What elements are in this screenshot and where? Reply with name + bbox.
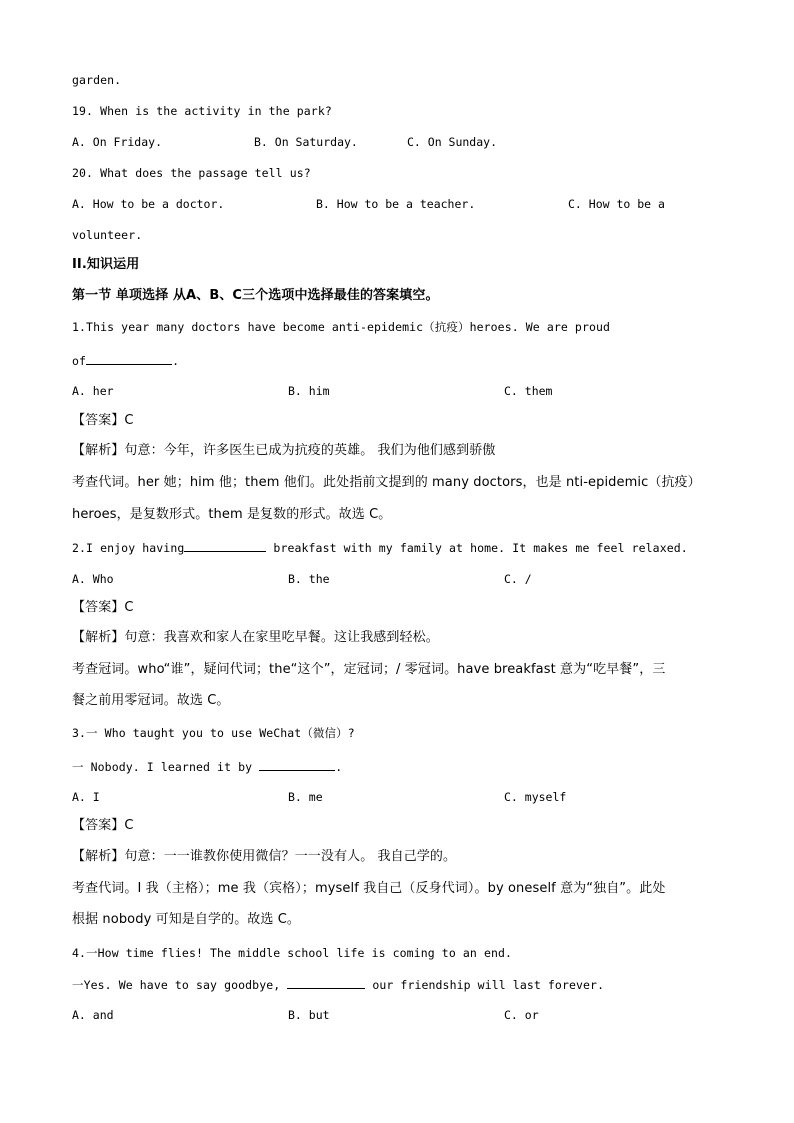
option-b: B. On Saturday. — [254, 135, 358, 149]
option-c: C. / — [504, 572, 532, 586]
question-3-prefix: 一 Nobody. I learned it by — [72, 760, 260, 774]
question-1-line2 — [72, 352, 179, 369]
analysis-text: 【解析】句意：一一谁教你使用微信？一一没有人。 我自己学的。 — [72, 849, 457, 864]
question-3-line2 — [72, 758, 342, 775]
option-a: A. I — [72, 790, 100, 804]
answer-blank — [287, 976, 365, 989]
option-b: B. me — [288, 790, 323, 804]
question-2-prefix: 2.I enjoy having — [72, 541, 185, 555]
analysis-text: 考查代词。I 我（主格）；me 我（宾格）；myself 我自己（反身代词）。by oneself 意为“独自”。此处 — [72, 881, 666, 896]
analysis-text: 【解析】句意：我喜欢和家人在家里吃早餐。这让我感到轻松。 — [72, 630, 439, 645]
option-c: C. How to be a — [568, 197, 665, 211]
question-1-suffix: . — [172, 354, 180, 368]
answer-blank — [184, 539, 266, 552]
option-c-continued: volunteer. — [72, 228, 143, 242]
question-3: 3.一 Who taught you to use WeChat（微信）? — [72, 726, 355, 740]
option-a: A. Who — [72, 572, 114, 586]
option-a: A. and — [72, 1008, 114, 1022]
option-c: C. them — [504, 384, 553, 398]
answer-label: 【答案】C — [72, 600, 134, 615]
answer-label: 【答案】C — [72, 818, 134, 833]
question-20: 20. What does the passage tell us? — [72, 166, 311, 180]
option-c: C. or — [504, 1008, 539, 1022]
option-b: B. but — [288, 1008, 330, 1022]
option-c: C. On Sunday. — [407, 135, 498, 149]
analysis-text: heroes，是复数形式。them 是复数的形式。故选 C。 — [72, 507, 392, 522]
analysis-text: 考查代词。her 她；him 他；them 他们。此处指前文提到的 many doctors，也是 nti-epidemic（抗疫） — [72, 475, 701, 490]
question-4-suffix: our friendship will last forever. — [365, 978, 605, 992]
analysis-text: 餐之前用零冠词。故选 C。 — [72, 693, 230, 708]
question-4: 4.一How time flies! The middle school life is coming to an end. — [72, 946, 513, 960]
option-b: B. the — [288, 572, 330, 586]
question-4-prefix: 一Yes. We have to say goodbye, — [72, 978, 288, 992]
option-b: B. How to be a teacher. — [316, 197, 476, 211]
section-title: II.知识运用 — [72, 257, 140, 272]
analysis-text: 考查冠词。who“谁”，疑问代词；the“这个”，定冠词；/ 零冠词。have breakfast 意为“吃早餐”，三 — [72, 662, 666, 677]
question-19: 19. When is the activity in the park? — [72, 104, 332, 118]
question-2-suffix: breakfast with my family at home. It makes me feel relaxed. — [266, 541, 688, 555]
option-a: A. her — [72, 384, 114, 398]
answer-blank — [259, 758, 335, 771]
option-a: A. On Friday. — [72, 135, 163, 149]
answer-blank — [86, 352, 172, 365]
analysis-text: 根据 nobody 可知是自学的。故选 C。 — [72, 912, 301, 927]
question-1-prefix: of — [72, 354, 87, 368]
section-subtitle: 第一节 单项选择 从A、B、C三个选项中选择最佳的答案填空。 — [72, 288, 439, 303]
answer-label: 【答案】C — [72, 413, 134, 428]
question-2 — [72, 539, 688, 556]
question-3-suffix: . — [335, 760, 343, 774]
question-1: 1.This year many doctors have become anti-epidemic（抗疫）heroes. We are proud — [72, 320, 611, 334]
question-4-line2 — [72, 976, 604, 993]
option-a: A. How to be a doctor. — [72, 197, 225, 211]
analysis-text: 【解析】句意：今年，许多医生已成为抗疫的英雄。 我们为他们感到骄傲 — [72, 443, 496, 458]
option-c: C. myself — [504, 790, 567, 804]
text-line: garden. — [72, 73, 122, 87]
option-b: B. him — [288, 384, 330, 398]
